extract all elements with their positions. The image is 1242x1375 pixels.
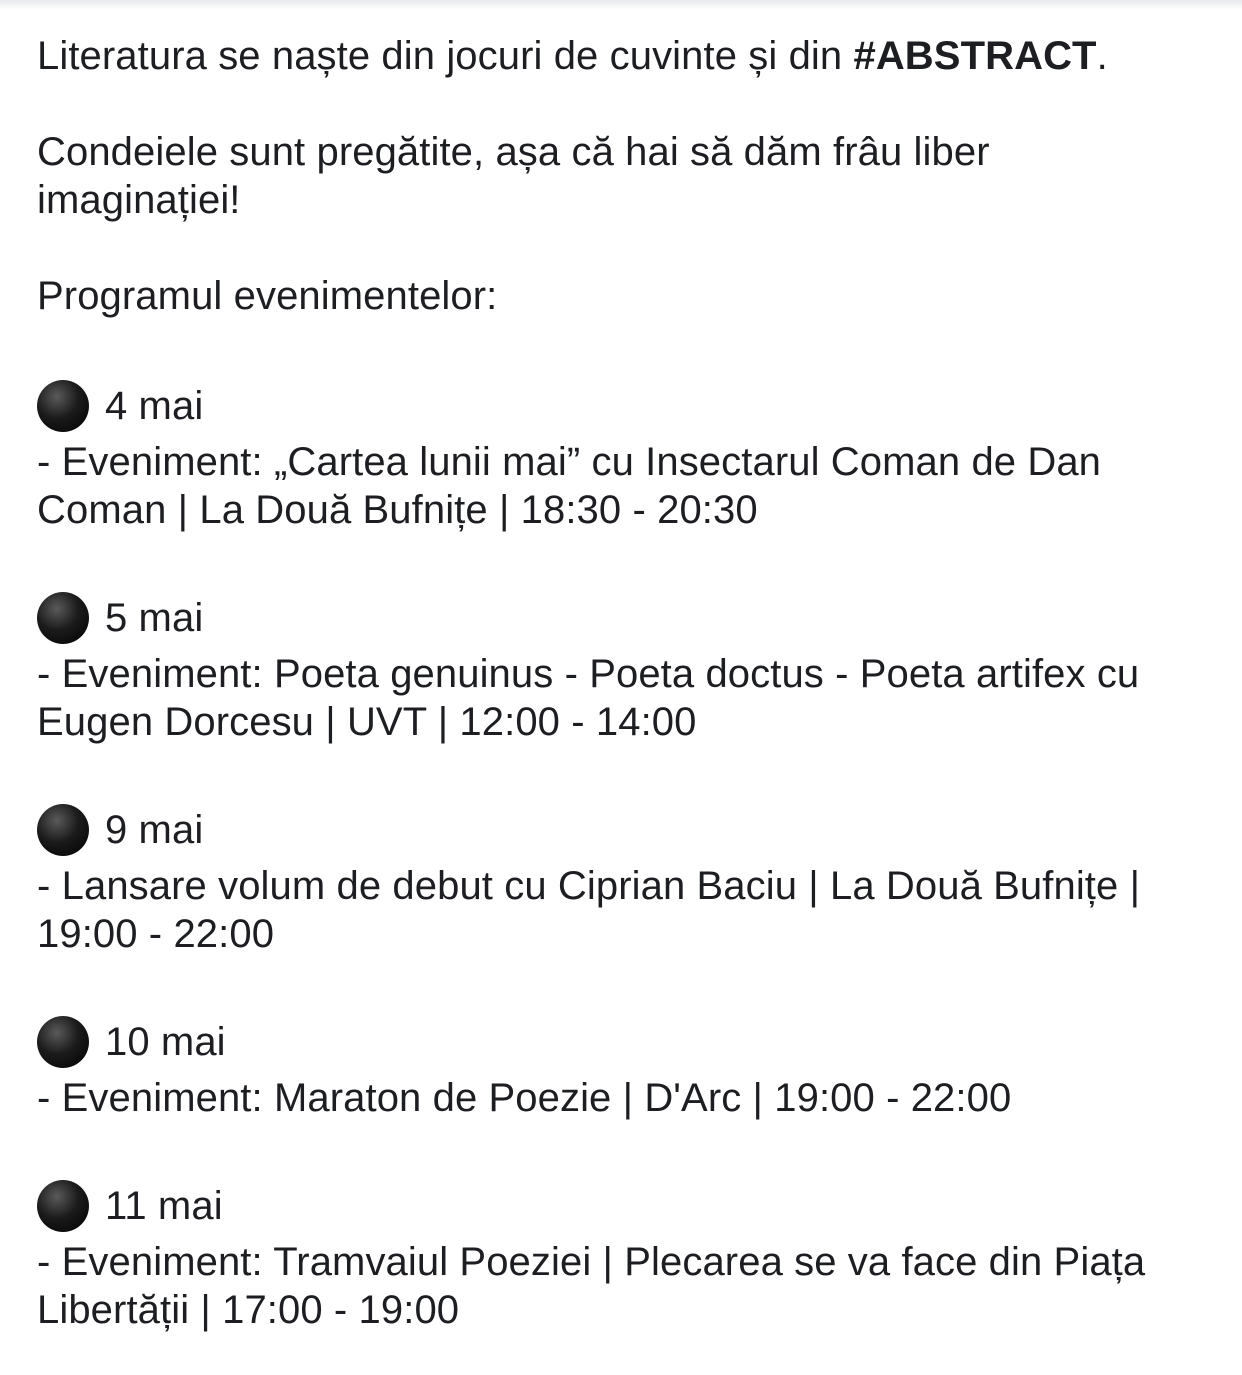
event-item — [37, 1016, 1217, 1122]
event-date: 11 mai — [105, 1184, 223, 1228]
black-circle-icon — [37, 380, 89, 432]
post-text — [37, 32, 1217, 1334]
black-circle-icon — [37, 592, 89, 644]
event-item — [37, 804, 1217, 958]
hashtag-link[interactable]: #ABSTRACT — [853, 34, 1097, 78]
event-date-line — [37, 804, 1217, 856]
event-date-line — [37, 1180, 1217, 1232]
black-circle-icon — [37, 804, 89, 856]
event-item — [37, 380, 1217, 534]
event-list — [37, 380, 1217, 1334]
event-date: 4 mai — [105, 384, 204, 428]
invitation-line: Condeiele sunt pregătite, așa că hai să dăm frâu liber imaginației! — [37, 130, 990, 222]
event-date: 10 mai — [105, 1020, 226, 1064]
event-date: 9 mai — [105, 808, 204, 852]
event-detail: - Lansare volum de debut cu Ciprian Baciu | La Două Bufnițe | 19:00 - 22:00 — [37, 864, 1141, 956]
top-divider — [0, 0, 1242, 10]
event-detail: - Eveniment: Tramvaiul Poeziei | Plecarea se va face din Piața Libertății | 17:00 - 19:00 — [37, 1240, 1146, 1332]
event-date-line — [37, 380, 1217, 432]
black-circle-icon — [37, 1180, 89, 1232]
event-item — [37, 592, 1217, 746]
intro-line — [37, 32, 1217, 80]
intro-period: . — [1096, 34, 1108, 78]
event-date-line — [37, 592, 1217, 644]
intro-text: Literatura se naște din jocuri de cuvinte și din — [37, 34, 854, 78]
event-detail: - Eveniment: Maraton de Poezie | D'Arc | 19:00 - 22:00 — [37, 1076, 1012, 1120]
event-date-line — [37, 1016, 1217, 1068]
black-circle-icon — [37, 1016, 89, 1068]
event-detail: - Eveniment: Poeta genuinus - Poeta doctus - Poeta artifex cu Eugen Dorcesu | UVT | 12:00 - 14:00 — [37, 652, 1140, 744]
program-heading: Programul evenimentelor: — [37, 274, 498, 318]
event-item — [37, 1180, 1217, 1334]
event-date: 5 mai — [105, 596, 204, 640]
event-detail: - Eveniment: „Cartea lunii mai” cu Insectarul Coman de Dan Coman | La Două Bufnițe | 18:30 - 20:30 — [37, 440, 1102, 532]
